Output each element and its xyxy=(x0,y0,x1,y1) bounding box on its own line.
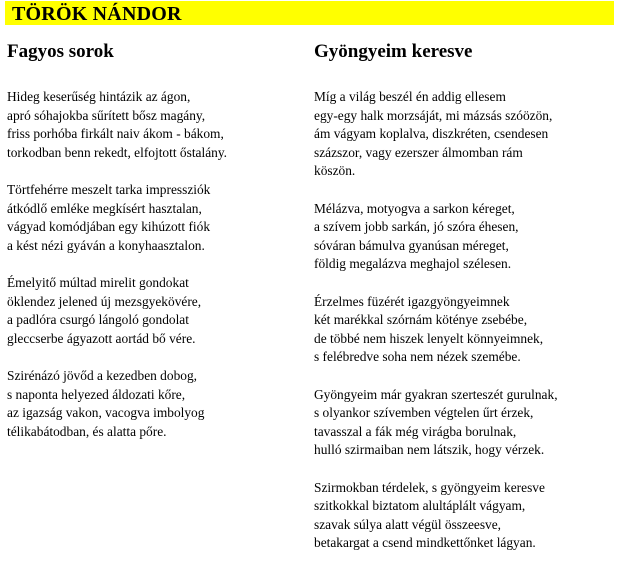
author-name: TÖRÖK NÁNDOR xyxy=(12,3,182,25)
poem-line: friss porhóba firkált naiv ákom - bákom, xyxy=(7,126,224,141)
poem-line: tavasszal a fák még virágba borulnak, xyxy=(314,423,517,439)
stanza xyxy=(314,88,614,181)
poem-line: s felébredve soha nem nézek szemébe. xyxy=(314,349,521,364)
poem-line: de többé nem hiszek lenyelt könnyeimnek, xyxy=(314,330,544,346)
stanza xyxy=(7,181,297,255)
poem-line: Gyöngyeim már gyakran szerteszét gurulnak, xyxy=(314,386,558,402)
poem-line: a kést nézi gyáván a konyhaasztalon. xyxy=(7,237,205,253)
poem-title: Fagyos sorok xyxy=(7,41,114,62)
poem-line: a padlóra csurgó lángoló gondolat xyxy=(7,312,189,327)
stanza xyxy=(314,479,614,553)
poem-line: a szívem jobb sarkán, jó szóra éhesen, xyxy=(314,219,519,234)
poem-line: százszor, vagy ezerszer álmomban rám xyxy=(314,144,523,160)
poem-line: egy-egy halk morzsáját, mi mázsás szóözön, xyxy=(314,107,553,123)
poem-line: az igazság vakon, vacogva imbolyog xyxy=(7,405,205,420)
poem-line: Hideg keserűség hintázik az ágon, xyxy=(7,89,191,104)
poem-line: s olyankor szívemben végtelen űrt érzek, xyxy=(314,405,534,420)
poem-line: két marékkal szórnám kötényе zsebébe, xyxy=(314,312,528,327)
poem-line: betakargat a csend mindkettőnket lágyan. xyxy=(314,535,536,550)
stanza xyxy=(7,88,297,162)
poem-line: ám vágyam koplalva, diszkréten, csendesen xyxy=(314,126,549,141)
poem-line: apró sóhajokba sűrített bősz magány, xyxy=(7,107,206,123)
poem-line: átkódlő emléke megkísért hasztalan, xyxy=(7,200,202,216)
stanza xyxy=(7,367,297,441)
poem-line: Émelyitő múltad mirelit gondokat xyxy=(7,275,189,290)
poem-line: földig megalázva meghajol szélesen. xyxy=(314,256,512,271)
poem-line: Szirénázó jövőd a kezedben dobog, xyxy=(7,368,198,383)
poem-line: Törtfehérre meszelt tarka impressziók xyxy=(7,182,211,197)
poem-line: torkodban benn rekedt, elfojtott őstalány. xyxy=(7,144,228,160)
stanza xyxy=(7,274,297,348)
poem-line: Mélázva, motyogva a sarkon kéreget, xyxy=(314,200,515,216)
poem-line: sóváran bámulva gyanúsan méreget, xyxy=(314,237,509,253)
poem-line: gleccserbe ágyazott aortád bő vére. xyxy=(7,330,196,346)
poem-line: öklendez jelened új mezsgyekövére, xyxy=(7,293,202,309)
poem-line: hulló szirmaiban nem látszik, hogy vérzek. xyxy=(314,442,545,457)
poem-line: télikabátodban, és alatta pőre. xyxy=(7,423,167,439)
stanza xyxy=(314,293,614,367)
poem-line: szavak súlya alatt végül összeesve, xyxy=(314,516,502,532)
stanza xyxy=(314,386,614,460)
poem-line: Míg a világ beszél én addig ellesem xyxy=(314,89,506,104)
poem-line: köszön. xyxy=(314,163,356,178)
poem-line: vágyad komódjában egy kihúzott fiók xyxy=(7,219,211,234)
poem-line: s naponta helyezed áldozati kőre, xyxy=(7,386,186,402)
poem-fagyos-sorok xyxy=(7,40,297,460)
poem-title: Gyöngyeim keresve xyxy=(314,41,473,62)
author-header-bar xyxy=(5,1,614,25)
poem-line: szitkokkal biztatom alultáplált vágyam, xyxy=(314,498,526,513)
poem-line: Szirmokban térdelek, s gyöngyeim keresve xyxy=(314,479,545,495)
poem-gyongyeim-keresve xyxy=(314,40,614,572)
poem-line: Érzelmes füzérét igazgyöngyeimnek xyxy=(314,293,510,309)
stanza xyxy=(314,200,614,274)
